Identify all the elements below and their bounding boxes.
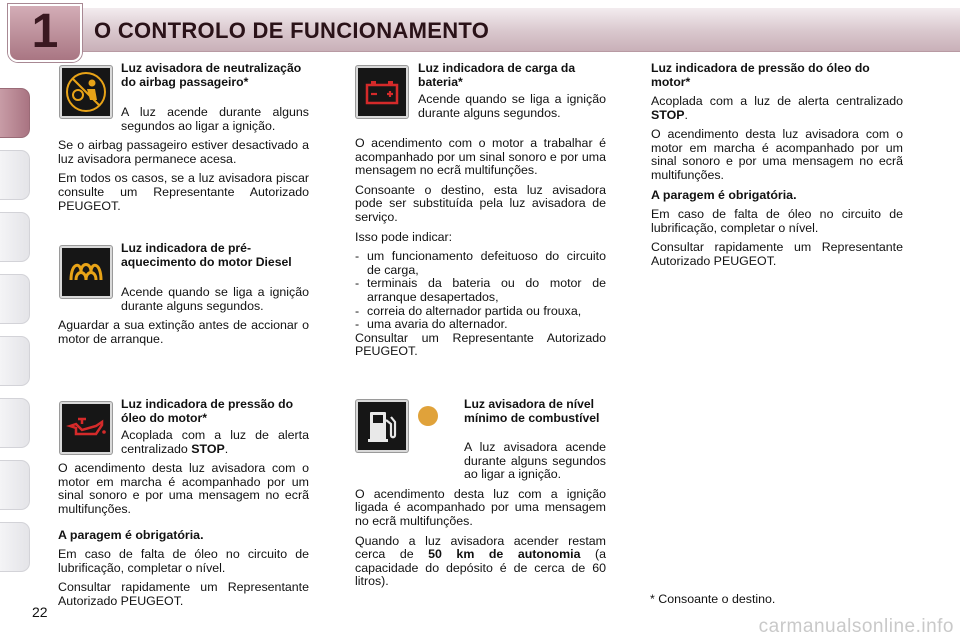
stop-label: STOP bbox=[651, 107, 685, 122]
side-tab[interactable] bbox=[0, 274, 30, 324]
fuel-para-3: Quando a luz avisadora acender restam cerca de 50 km de autonomia (a capacidade do depósito é de cerca de 60 litros). bbox=[355, 533, 607, 589]
airbag-heading-block bbox=[121, 62, 309, 89]
chapter-side-tabs bbox=[0, 64, 36, 584]
oil-right-para-4: Consultar rapidamente um Representante Autorizado PEUGEOT. bbox=[651, 240, 903, 268]
watermark: carmanualsonline.info bbox=[758, 616, 954, 637]
fuel-warning-dot bbox=[418, 406, 438, 426]
oil-right-para-1: Acoplada com a luz de alerta centralizado STOP. bbox=[651, 94, 903, 122]
list-item: - uma avaria do alternador. bbox=[355, 317, 508, 332]
airbag-heading: Luz avisadora de neutralização do airbag passageiro* bbox=[121, 61, 302, 89]
preheat-heading-block bbox=[121, 242, 309, 269]
preheat-para-1: Acende quando se liga a ignição durante alguns segundos. bbox=[121, 285, 309, 313]
airbag-para-3: Em todos os casos, se a luz avisadora piscar consulte um Representante Autorizado PEUGEOT. bbox=[58, 171, 309, 213]
footnote: * Consoante o destino. bbox=[650, 592, 776, 606]
side-tab[interactable] bbox=[0, 336, 30, 386]
battery-icon bbox=[356, 66, 408, 118]
airbag-text bbox=[58, 106, 309, 213]
oil-left-heading: Luz indicadora de pressão do óleo do motor* bbox=[121, 397, 294, 425]
oil-right-para-3: Em caso de falta de óleo no circuito de lubrificação, completar o nível. bbox=[651, 207, 903, 235]
autonomy-label: 50 km de autonomia bbox=[428, 547, 581, 562]
oil-left-para-2: O acendimento desta luz avisadora com o motor em marcha é acompanhado por um sinal sonoro e por uma mensagem no ecrã multifunções. bbox=[58, 461, 309, 516]
battery-para-1: Acende quando se liga a ignição durante alguns segundos. bbox=[418, 92, 606, 120]
side-tab[interactable] bbox=[0, 398, 30, 448]
oil-left-para-4: Consultar rapidamente um Representante Autorizado PEUGEOT. bbox=[58, 580, 309, 608]
battery-para-5: Consultar um Representante Autorizado PEUGEOT. bbox=[355, 330, 606, 359]
fuel-heading-block bbox=[464, 398, 606, 425]
list-item: - um funcionamento defeituoso do circuito de carga, bbox=[355, 249, 606, 277]
side-tab[interactable] bbox=[0, 522, 30, 572]
battery-intro bbox=[418, 93, 606, 120]
fuel-para-1: A luz avisadora acende durante alguns segundos ao ligar a ignição. bbox=[464, 440, 606, 482]
chapter-number: 1 bbox=[31, 5, 59, 58]
preheat-text bbox=[58, 286, 309, 346]
fuel-heading: Luz avisadora de nível mínimo de combustível bbox=[464, 397, 600, 425]
airbag-para-2: Se o airbag passageiro estiver desactivado a luz avisadora permanece acesa. bbox=[58, 138, 309, 166]
fuel-para-2: O acendimento desta luz com a ignição ligada é acompanhado por uma mensagem no ecrã multifunções. bbox=[355, 486, 606, 528]
airbag-para-1: A luz acende durante alguns segundos ao ligar a ignição. bbox=[121, 105, 309, 133]
oil-left-text bbox=[58, 429, 309, 609]
oil-right-para-2: O acendimento desta luz avisadora com o motor em marcha é acompanhado por um sinal sonoro e por uma mensagem no ecrã multifunções. bbox=[651, 127, 903, 182]
list-item: - correia do alternador partida ou frouxa, bbox=[355, 303, 582, 318]
oil-left-warning: A paragem é obrigatória. bbox=[58, 527, 204, 542]
page-header bbox=[0, 0, 960, 58]
list-item: - terminais da bateria ou do motor de arranque desapertados, bbox=[355, 276, 606, 304]
oil-left-heading-block bbox=[121, 398, 309, 425]
preheat-heading: Luz indicadora de pré-aquecimento do motor Diesel bbox=[121, 241, 292, 269]
stop-label: STOP bbox=[191, 441, 225, 456]
oil-right-warning: A paragem é obrigatória. bbox=[651, 187, 797, 202]
battery-para-2: O acendimento com o motor a trabalhar é acompanhado por um sinal sonoro e por uma mensagem no ecrã multifunções. bbox=[355, 136, 606, 178]
side-tab-active[interactable] bbox=[0, 88, 30, 138]
battery-para-3: Consoante o destino, esta luz avisadora pode ser substituída pela luz avisadora de serviço. bbox=[355, 182, 606, 224]
page-title: O CONTROLO DE FUNCIONAMENTO bbox=[94, 18, 490, 43]
oil-right-heading: Luz indicadora de pressão do óleo do motor* bbox=[651, 61, 870, 89]
battery-heading-block bbox=[418, 62, 606, 89]
oil-right-text bbox=[651, 62, 903, 269]
fuel-text bbox=[355, 441, 606, 589]
oil-left-para-1: Acoplada com a luz de alerta centralizado STOP. bbox=[121, 428, 309, 456]
side-tab[interactable] bbox=[0, 150, 30, 200]
side-tab[interactable] bbox=[0, 212, 30, 262]
preheat-para-2: Aguardar a sua extinção antes de accionar o motor de arranque. bbox=[58, 318, 309, 346]
oil-left-para-3: Em caso de falta de óleo no circuito de lubrificação, completar o nível. bbox=[58, 547, 309, 575]
battery-heading: Luz indicadora de carga da bateria* bbox=[418, 61, 576, 89]
side-tab[interactable] bbox=[0, 460, 30, 510]
battery-text bbox=[355, 137, 606, 359]
battery-para-4: Isso pode indicar: bbox=[355, 229, 453, 244]
page-number: 22 bbox=[32, 604, 48, 620]
